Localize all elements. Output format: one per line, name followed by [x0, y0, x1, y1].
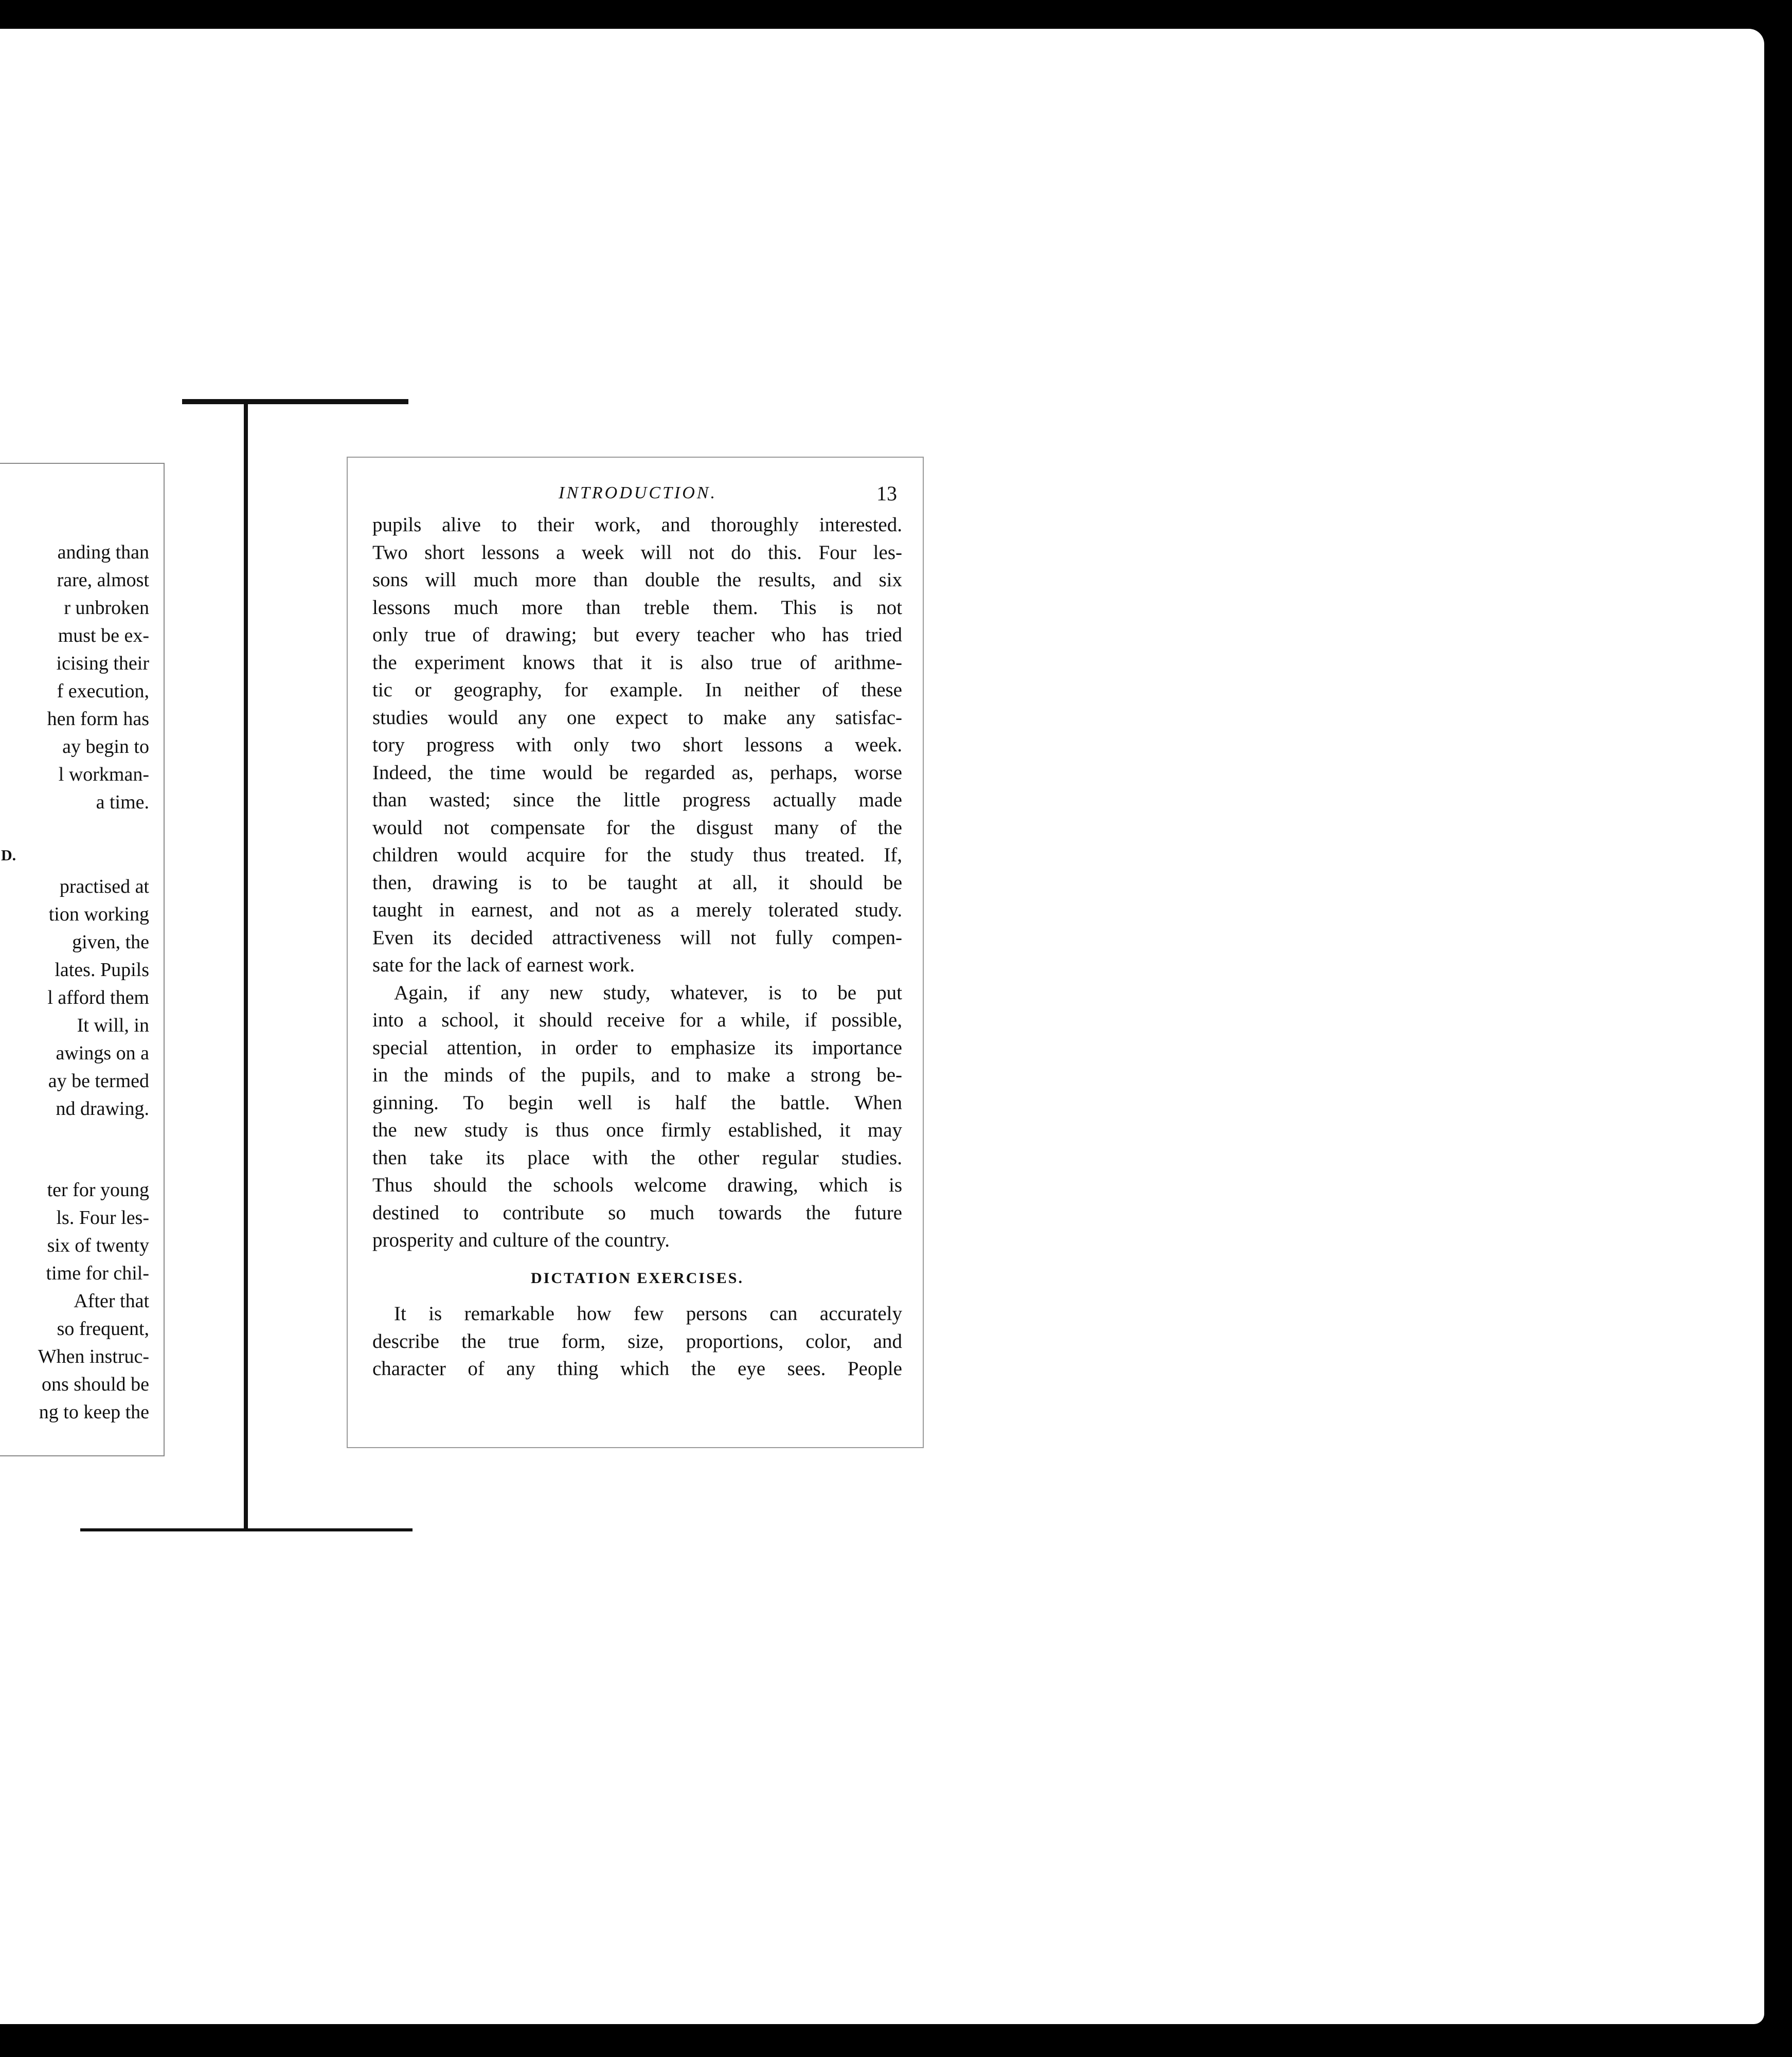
- text-line: prosperity and culture of the country.: [372, 1229, 670, 1251]
- fragment-text-line: ter for young: [47, 1179, 149, 1201]
- text-line: special attention, in order to emphasize its importance: [372, 1036, 902, 1059]
- fragment-text-line: After that: [74, 1290, 149, 1312]
- text-line: the new study is thus once firmly established, it may: [372, 1119, 902, 1141]
- text-line: character of any thing which the eye sees. People: [372, 1358, 902, 1380]
- fragment-text-line: anding than: [57, 542, 149, 563]
- text-line: ginning. To begin well is half the battle. When: [372, 1091, 902, 1114]
- fragment-text-line: hen form has: [47, 708, 149, 730]
- text-line: taught in earnest, and not as a merely tolerated study.: [372, 899, 902, 921]
- text-line: in the minds of the pupils, and to make a strong be-: [372, 1064, 902, 1086]
- fragment-text-line: nd drawing.: [56, 1098, 149, 1120]
- gutter-bar-bottom: [80, 1528, 413, 1531]
- scan-speck: [134, 7, 139, 12]
- text-line: would not compensate for the disgust many of the: [372, 816, 902, 839]
- gutter-bar-top: [182, 399, 408, 404]
- fragment-text-line: ay begin to: [62, 736, 149, 757]
- text-line: only true of drawing; but every teacher who has tried: [372, 624, 902, 646]
- section-heading: DICTATION EXERCISES.: [531, 1269, 744, 1287]
- fragment-text-line: awings on a: [56, 1042, 149, 1064]
- fragment-text-line: icising their: [56, 653, 149, 674]
- text-line: then take its place with the other regular studies.: [372, 1146, 902, 1169]
- text-line: Again, if any new study, whatever, is to be put: [394, 981, 902, 1004]
- text-line: describe the true form, size, proportions, color, and: [372, 1330, 902, 1352]
- text-line: then, drawing is to be taught at all, it should be: [372, 871, 902, 894]
- text-line: the experiment knows that it is also true of arithme-: [372, 651, 902, 674]
- fragment-text-line: When instruc-: [38, 1346, 149, 1367]
- fragment-text-line: rare, almost: [57, 569, 149, 591]
- fragment-text-line: f execution,: [57, 680, 149, 702]
- text-line: Indeed, the time would be regarded as, perhaps, worse: [372, 761, 902, 784]
- fragment-text-line: ons should be: [42, 1374, 149, 1395]
- text-line: destined to contribute so much towards the future: [372, 1201, 902, 1224]
- fragment-text-line: l afford them: [47, 987, 149, 1008]
- text-line: tic or geography, for example. In neither of these: [372, 679, 902, 701]
- fragment-text-line: ay be termed: [48, 1070, 149, 1092]
- text-line: It is remarkable how few persons can accurately: [394, 1303, 902, 1325]
- text-line: than wasted; since the little progress actually made: [372, 789, 902, 811]
- paragraph-3: [372, 1300, 902, 1383]
- previous-page-fragment: [0, 463, 165, 1456]
- text-line: studies would any one expect to make any satisfac-: [372, 706, 902, 729]
- text-line: tory progress with only two short lessons a week.: [372, 734, 902, 756]
- text-line: pupils alive to their work, and thoroughly interested.: [372, 514, 902, 536]
- fragment-text-line: It will, in: [77, 1015, 149, 1036]
- fragment-text-line: so frequent,: [57, 1318, 149, 1340]
- text-line: lessons much more than treble them. This is not: [372, 596, 902, 619]
- text-line: Thus should the schools welcome drawing, which is: [372, 1174, 902, 1196]
- book-page: [347, 457, 924, 1448]
- text-line: Even its decided attractiveness will not fully compen-: [372, 926, 902, 949]
- running-head: INTRODUCTION.: [559, 483, 717, 502]
- gutter-bar-vertical: [244, 404, 248, 1530]
- fragment-text-line: l workman-: [58, 764, 149, 785]
- fragment-text-line: must be ex-: [58, 625, 149, 646]
- page-number: 13: [876, 482, 897, 505]
- text-line: children would acquire for the study thus treated. If,: [372, 844, 902, 866]
- fragment-text-line: tion working: [48, 904, 149, 925]
- fragment-text-line: ng to keep the: [39, 1401, 149, 1423]
- fragment-text-line: D.: [1, 847, 16, 864]
- paragraph-1: [372, 511, 902, 979]
- page-body: [372, 511, 902, 1383]
- text-line: sate for the lack of earnest work.: [372, 954, 635, 976]
- paragraph-2: [372, 979, 902, 1254]
- fragment-text-line: r unbroken: [64, 597, 149, 619]
- text-line: Two short lessons a week will not do this. Four les-: [372, 541, 902, 564]
- page-header: [348, 483, 923, 514]
- text-line: sons will much more than double the results, and six: [372, 569, 902, 591]
- fragment-text-line: time for chil-: [46, 1262, 149, 1284]
- fragment-text-line: six of twenty: [47, 1235, 149, 1256]
- text-line: into a school, it should receive for a while, if possible,: [372, 1009, 902, 1031]
- fragment-text-line: practised at: [59, 876, 149, 897]
- fragment-text-line: a time.: [96, 791, 149, 813]
- fragment-text-line: ls. Four les-: [56, 1207, 149, 1229]
- scan-speck: [1677, 2044, 1681, 2048]
- fragment-text-line: lates. Pupils: [55, 959, 149, 981]
- fragment-text-line: given, the: [72, 931, 149, 953]
